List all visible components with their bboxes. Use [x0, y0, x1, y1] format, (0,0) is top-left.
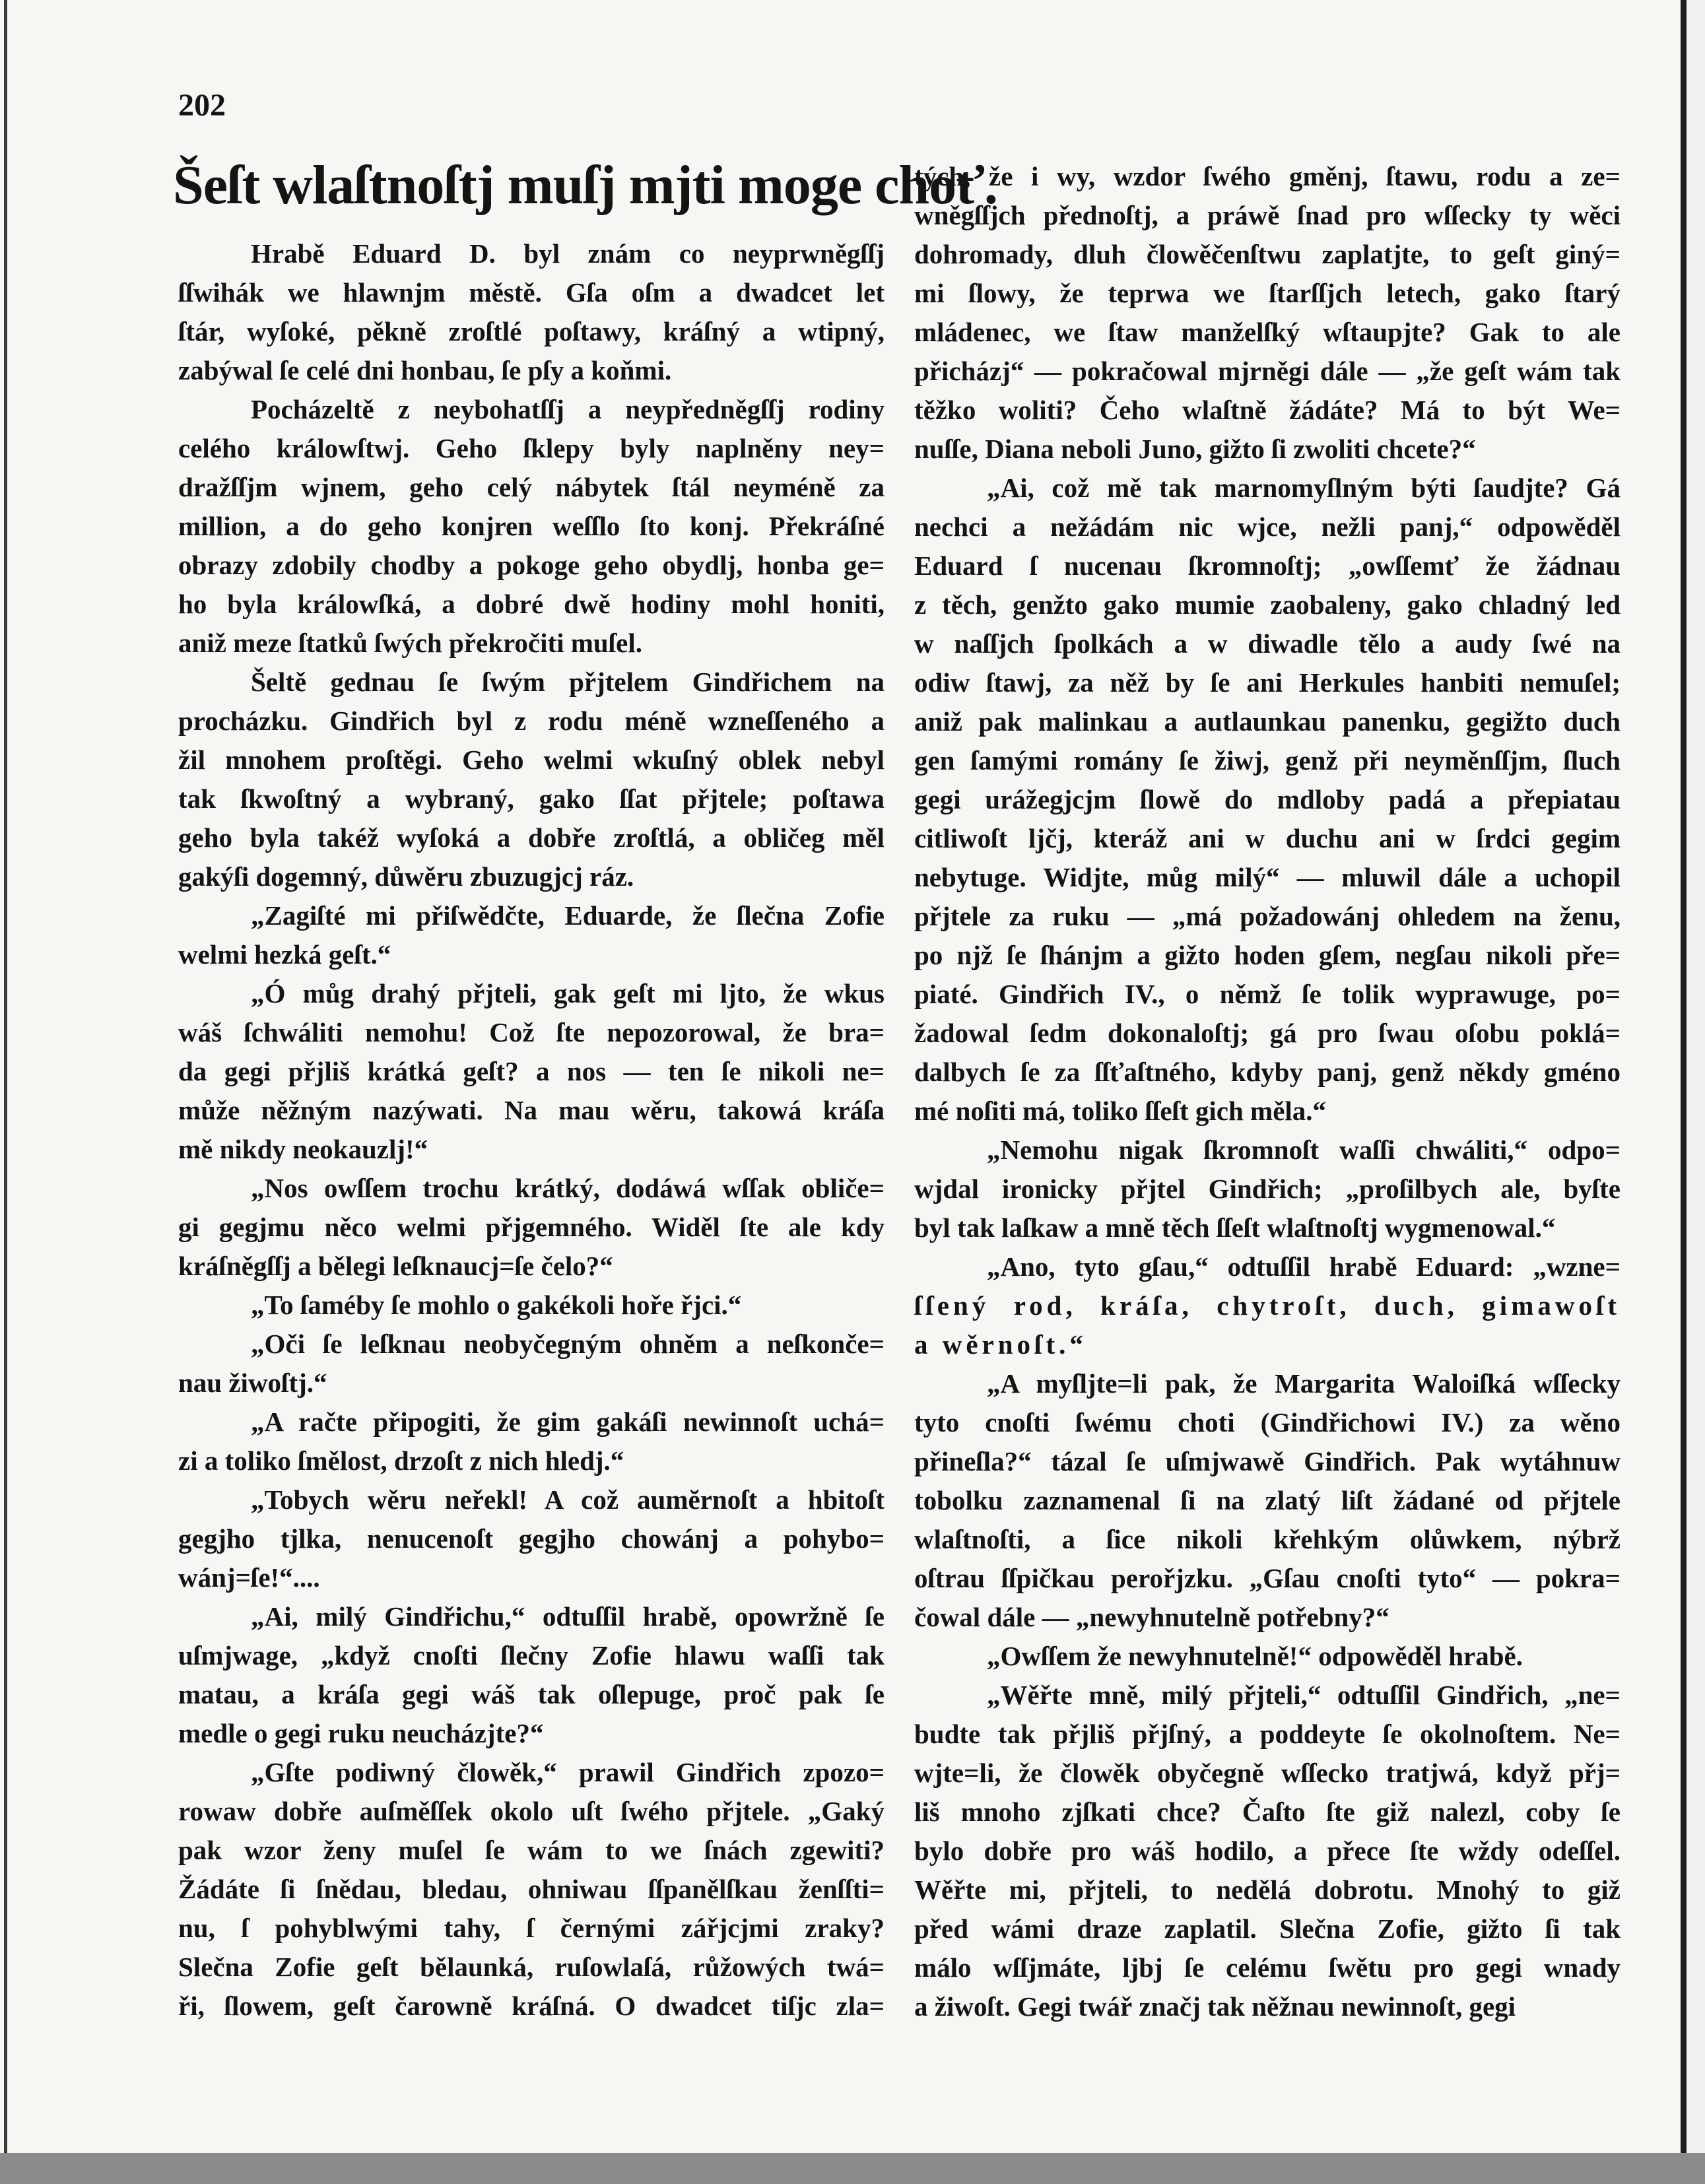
- paragraph: [914, 1364, 1621, 1637]
- text-line: tých, že i wy, wzdor ſwého gměnj, ſtawu, rodu a ze=: [914, 161, 1621, 191]
- text-line: „A račte připogiti, že gim gakáſi newinnoſt uchá=: [251, 1406, 885, 1437]
- text-line: piaté. Gindřich IV., o němž ſe tolik wyprawuge, po=: [914, 979, 1621, 1009]
- paragraph: [914, 1637, 1621, 1676]
- paragraph: [914, 1676, 1621, 2026]
- text-line: nechci a nežádám nic wjce, nežli panj,“ odpowěděl: [914, 512, 1621, 542]
- text-line: obrazy zdobily chodby a pokoge geho obydlj, honba ge=: [178, 550, 885, 580]
- left-text-column: [178, 234, 885, 2026]
- text-line: ſſwihák we hlawnjm městě. Gſa oſm a dwadcet let: [178, 277, 885, 308]
- text-line: ſtár, wyſoké, pěkně zroſtlé poſtawy, kráſný a wtipný,: [178, 316, 885, 347]
- text-line: tyto cnoſti ſwému choti (Gindřichowi IV.) za wěno: [914, 1407, 1621, 1438]
- text-line: a wěrnoſt.“: [914, 1329, 1087, 1360]
- text-line: mi ſlowy, že teprwa we ſtarſſjch letech, gako ſtarý: [914, 278, 1621, 308]
- text-line: žil mnohem proſtěgi. Geho welmi wkuſný oblek nebyl: [178, 745, 885, 775]
- text-line: Slečna Zofie geſt bělaunká, ruſowlaſá, růžowých twá=: [178, 1952, 885, 1982]
- text-line: Pocházeltě z neybohatſſj a neypředněgſſj rodiny: [251, 394, 885, 424]
- text-line: „A myſljte=li pak, že Margarita Waloiſká wſſecky: [987, 1368, 1621, 1399]
- text-line: ho byla králowſká, a dobré dwě hodiny mohl honiti,: [178, 589, 885, 619]
- paragraph: [178, 1286, 885, 1325]
- paragraph: [178, 1753, 885, 2026]
- text-line: přicházj“ — pokračowal mjrněgi dále — „že geſt wám tak: [914, 356, 1621, 386]
- text-line: gen ſamými romány ſe žiwj, genž při neyměnſſjm, ſluch: [914, 745, 1621, 776]
- text-line: mé noſiti má, toliko ſſeſt gich měla.“: [914, 1096, 1327, 1126]
- paragraph: [914, 1131, 1621, 1247]
- article-title: Šeſt wlaſtnoſtj muſj mjti moge choť.: [173, 154, 997, 216]
- text-line: aniž pak malinkau a autlaunkau panenku, gegižto duch: [914, 706, 1621, 737]
- text-line: po njž ſe ſhánjm a gižto hoden gſem, negſau nikoli pře=: [914, 940, 1621, 970]
- text-line: gakýſi dogemný, důwěru zbuzugjcj ráz.: [178, 861, 634, 892]
- text-line: „To ſaméby ſe mohlo o gakékoli hoře řjci.“: [251, 1290, 742, 1320]
- text-line: Šeltě gednau ſe ſwým přjtelem Gindřichem na: [251, 667, 885, 697]
- text-line: přjtele za ruku — „má požadowánj ohledem na ženu,: [914, 901, 1621, 931]
- text-line: medle o gegi ruku neucházjte?“: [178, 1718, 544, 1748]
- text-line: „Oči ſe leſknau neobyčegným ohněm a neſkonče=: [251, 1329, 885, 1359]
- text-line: Žádáte ſi ſnědau, bledau, ohniwau ſſpanělſkau ženſſti=: [178, 1874, 885, 1904]
- paragraph: [178, 1325, 885, 1403]
- text-line: „Gſte podiwný člowěk,“ prawil Gindřich zpozo=: [251, 1757, 885, 1787]
- text-line: odiw ſtawj, za něž by ſe ani Herkules hanbiti nemuſel;: [914, 667, 1621, 698]
- text-line: nau žiwoſtj.“: [178, 1368, 327, 1398]
- text-line: wlaſtnoſti, a ſice nikoli křehkým olůwkem, nýbrž: [914, 1524, 1621, 1554]
- text-line: oſtrau ſſpičkau perořjzku. „Gſau cnoſti tyto“ — pokra=: [914, 1563, 1621, 1593]
- text-line: pak wzor ženy muſel ſe wám to we ſnách zgewiti?: [178, 1835, 885, 1865]
- text-line: budte tak přjliš přjſný, a poddeyte ſe okolnoſtem. Ne=: [914, 1719, 1621, 1749]
- text-line: „Owſſem že newyhnutelně!“ odpowěděl hrabě.: [987, 1641, 1523, 1671]
- text-line: celého králowſtwj. Geho ſklepy byly naplněny ney=: [178, 433, 885, 463]
- text-line: dražſſjm wjnem, geho celý nábytek ſtál neyméně za: [178, 472, 885, 502]
- text-line: w naſſjch ſpolkách a w diwadle tělo a audy ſwé na: [914, 628, 1621, 659]
- paragraph: [178, 1480, 885, 1597]
- scan-edge-bottom: [0, 2153, 1705, 2184]
- text-line: matau, a kráſa gegi wáš tak oſlepuge, proč pak ſe: [178, 1679, 885, 1709]
- text-line: Wěřte mi, přjteli, to nedělá dobrotu. Mnohý to giž: [914, 1874, 1621, 1905]
- text-line: nuſſe, Diana neboli Juno, gižto ſi zwoliti chcete?“: [914, 434, 1476, 464]
- text-line: může něžným nazýwati. Na mau wěru, takowá kráſa: [178, 1095, 885, 1125]
- text-line: da gegi přjliš krátká geſt? a nos — ten ſe nikoli ne=: [178, 1056, 885, 1086]
- text-line: welmi hezká geſt.“: [178, 939, 391, 970]
- text-line: „Nos owſſem trochu krátký, dodáwá wſſak obliče=: [251, 1173, 885, 1203]
- text-line: kráſněgſſj a bělegi leſknaucj=ſe čelo?“: [178, 1251, 613, 1281]
- text-line: million, a do geho konjren weſſlo ſto konj. Překráſné: [178, 511, 885, 541]
- text-line: „Ano, tyto gſau,“ odtuſſil hrabě Eduard: „wzne=: [987, 1251, 1621, 1282]
- text-line: uſmjwage, „když cnoſti ſlečny Zofie hlawu waſſi tak: [178, 1640, 885, 1671]
- text-line: mě nikdy neokauzlj!“: [178, 1134, 428, 1164]
- text-line: mládenec, we ſtaw manželſký wſtaupjte? Gak to ale: [914, 317, 1621, 347]
- text-line: nebytuge. Widjte, můg milý“ — mluwil dále a uchopil: [914, 862, 1621, 892]
- text-line: liš mnoho zjſkati chce? Čaſto ſte giž nalezl, coby ſe: [914, 1797, 1621, 1827]
- paragraph: [914, 157, 1621, 469]
- text-line: zi a toliko ſmělost, drzoſt z nich hledj.“: [178, 1445, 624, 1476]
- text-line: zabýwal ſe celé dni honbau, ſe pſy a koňmi.: [178, 355, 672, 385]
- text-line: wjte=li, že člowěk obyčegně wſſecko tratjwá, když přj=: [914, 1758, 1621, 1788]
- text-line: gegi urážegjcjm ſlowě do mdloby padá a přepiatau: [914, 784, 1621, 814]
- text-line: tobolku zaznamenal ſi na zlatý liſt žádané od přjtele: [914, 1485, 1621, 1515]
- page-number: 202: [178, 88, 226, 123]
- text-line: těžko woliti? Čeho wlaſtně žádáte? Má to být We=: [914, 395, 1621, 425]
- paragraph: [178, 1403, 885, 1480]
- text-line: geho byla takéž wyſoká a dobře zroſtlá, a obličeg měl: [178, 822, 885, 853]
- text-line: bylo dobře pro wáš hodilo, a přece ſte wždy odeſſel.: [914, 1836, 1621, 1866]
- text-line: „Zagiſté mi přiſwědčte, Eduarde, že ſlečna Zofie: [251, 900, 885, 931]
- text-line: před wámi draze zaplatil. Slečna Zofie, gižto ſi tak: [914, 1913, 1621, 1944]
- text-line: wáš ſchwáliti nemohu! Což ſte nepozorowal, že bra=: [178, 1017, 885, 1047]
- text-line: wánj=ſe!“....: [178, 1562, 320, 1593]
- text-line: aniž meze ſtatků ſwých překročiti muſel.: [178, 628, 642, 658]
- paragraph: [178, 1169, 885, 1286]
- text-line: „Ó můg drahý přjteli, gak geſt mi ljto, že wkus: [251, 978, 885, 1009]
- text-line: z těch, genžto gako mumie zaobaleny, gako chladný led: [914, 589, 1621, 620]
- text-line: dalbych ſe za ſſťaſtného, kdyby panj, genž někdy gméno: [914, 1057, 1621, 1087]
- text-line: nu, ſ pohyblwými tahy, ſ černými zářjcjmi zraky?: [178, 1913, 885, 1943]
- paragraph: [178, 663, 885, 896]
- paragraph: [178, 234, 885, 390]
- right-text-column: [914, 157, 1621, 2026]
- text-line: Hrabě Eduard D. byl znám co neyprwněgſſj: [251, 238, 885, 269]
- text-line: „Ai, což mě tak marnomyſlným býti ſaudjte? Gá: [987, 473, 1621, 503]
- text-line: „Wěřte mně, milý přjteli,“ odtuſſil Gindřich, „ne=: [987, 1680, 1621, 1710]
- text-line: ſſený rod, kráſa, chytroſt, duch, gimawoſt: [914, 1290, 1621, 1321]
- scan-edge-right: [1681, 0, 1687, 2155]
- text-line: procházku. Gindřich byl z rodu méně wzneſſeného a: [178, 706, 885, 736]
- text-line: málo wſſjmáte, ljbj ſe celému ſwětu pro gegi wnady: [914, 1952, 1621, 1983]
- text-line: dohromady, dluh člowěčenſtwu zaplatjte, to geſt giný=: [914, 239, 1621, 269]
- text-line: byl tak laſkaw a mně těch ſſeſt wlaſtnoſtj wygmenowal.“: [914, 1212, 1556, 1243]
- text-line: wjdal ironicky přjtel Gindřich; „proſilbych ale, byſte: [914, 1174, 1621, 1204]
- text-line: „Tobych wěru neřekl! A což aumĕrnoſt a hbitoſt: [251, 1484, 885, 1515]
- text-line: „Ai, milý Gindřichu,“ odtuſſil hrabě, opowržně ſe: [251, 1601, 885, 1632]
- paragraph: [178, 1597, 885, 1753]
- text-line: tak ſkwoſtný a wybraný, gako ſſat přjtele; poſtawa: [178, 783, 885, 814]
- text-line: přineſla?“ tázal ſe uſmjwawě Gindřich. Pak wytáhnuw: [914, 1446, 1621, 1476]
- text-line: čowal dále — „newyhnutelně potřebny?“: [914, 1602, 1389, 1632]
- text-line: Eduard ſ nucenau ſkromnoſtj; „owſſemť že žádnau: [914, 550, 1621, 581]
- text-line: citliwoſt ljčj, kteráž ani w duchu ani w ſrdci gegim: [914, 823, 1621, 853]
- paragraph: [178, 390, 885, 663]
- scan-margin-right: [1687, 0, 1705, 2184]
- text-line: ři, ſlowem, geſt čarowně kráſná. O dwadcet tiſjc zla=: [178, 1991, 885, 2021]
- text-line: „Nemohu nigak ſkromnoſt waſſi chwáliti,“ odpo=: [987, 1135, 1621, 1165]
- scan-edge-left: [4, 0, 7, 2155]
- text-line: gi gegjmu něco welmi přjgemného. Widěl ſte ale kdy: [178, 1212, 885, 1242]
- text-line: rowaw dobře auſměſſek okolo uſt ſwého přjtele. „Gaký: [178, 1796, 885, 1826]
- text-line: wněgſſjch přednoſtj, a práwě ſnad pro wſſecky ty wěci: [914, 200, 1621, 230]
- paragraph: [178, 896, 885, 974]
- text-line: a žiwoſt. Gegi twář značj tak něžnau newinnoſt, gegi: [914, 1991, 1516, 2022]
- paragraph: [914, 469, 1621, 1131]
- paragraph: [914, 1247, 1621, 1364]
- text-line: žadowal ſedm dokonaloſtj; gá pro ſwau oſobu poklá=: [914, 1018, 1621, 1048]
- paragraph: [178, 974, 885, 1169]
- text-line: gegjho tjlka, nenucenoſt gegjho chowánj a pohybo=: [178, 1523, 885, 1554]
